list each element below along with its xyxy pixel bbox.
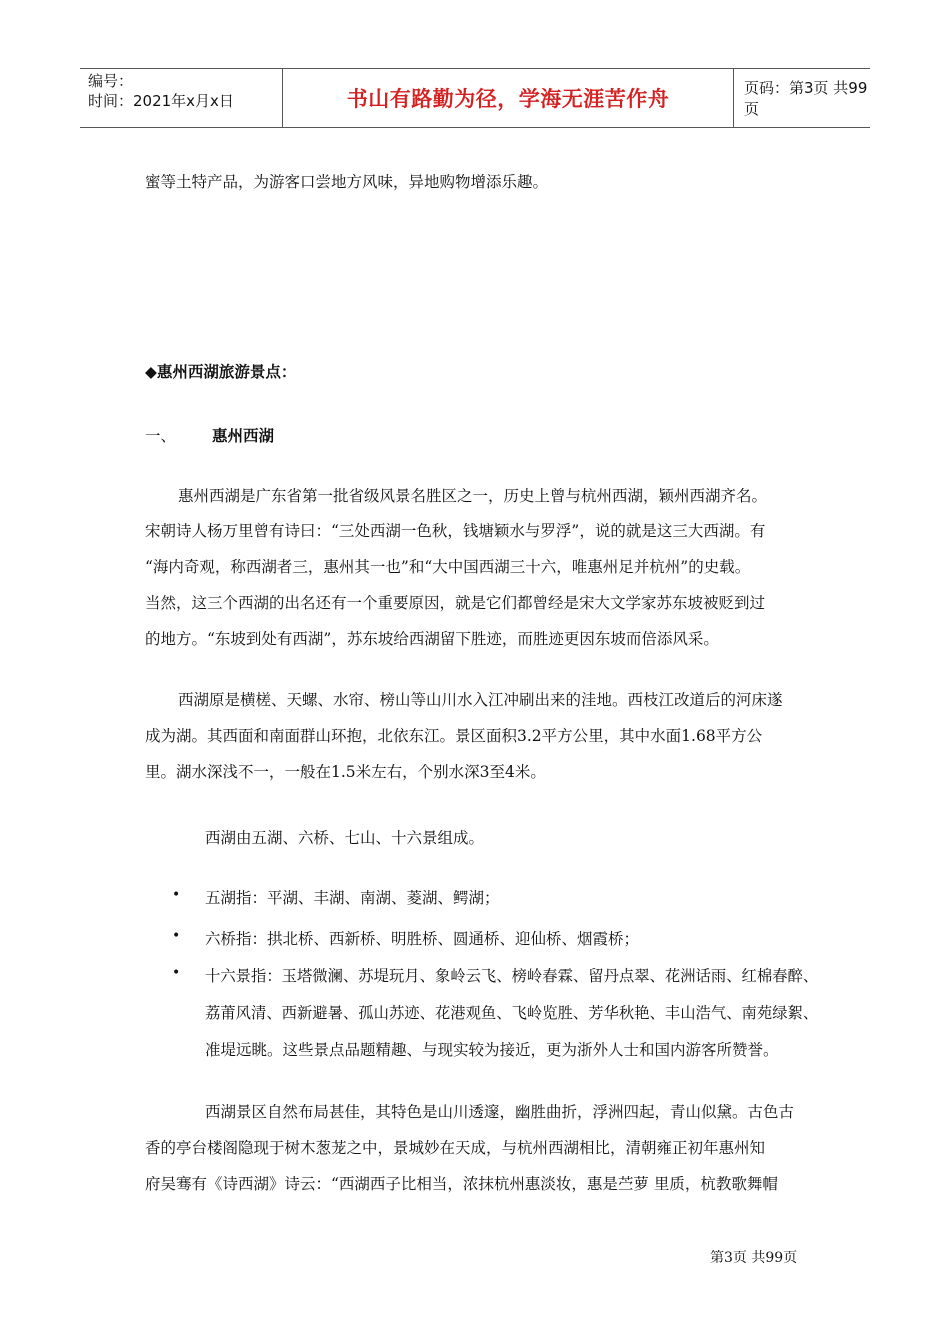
subsection-number: 一、 (145, 427, 177, 445)
intro-line: 蜜等土特产品，为游客口尝地方风味，异地购物增添乐趣。 (145, 173, 549, 191)
paragraph-line: 宋朝诗人杨万里曾有诗曰：“三处西湖一色秋，钱塘颖水与罗浮”，说的就是这三大西湖。有 (145, 522, 766, 540)
paragraph-line: 府吴骞有《诗西湖》诗云：“西湖西子比相当，浓抹杭州惠淡妆，惠是苎萝 里质，杭教歌舞帽 (145, 1175, 778, 1193)
paragraph-line: 的地方。“东坡到处有西湖”，苏东坡给西湖留下胜迹，而胜迹更因东坡而倍添风采。 (145, 630, 719, 648)
serial-number-label: 编号： (88, 72, 134, 90)
paragraph-line: 惠州西湖是广东省第一批省级风景名胜区之一，历史上曾与杭州西湖，颖州西湖齐名。 (178, 487, 768, 505)
paragraph-line: 香的亭台楼阁隐现于树木葱茏之中，景城妙在天成，与杭州西湖相比，清朝雍正初年惠州知 (145, 1139, 766, 1157)
header-page-number: 页码：第3页 共99页 (744, 79, 868, 118)
paragraph-line: 当然，这三个西湖的出名还有一个重要原因，就是它们都曾经是宋大文学家苏东坡被贬到过 (145, 594, 766, 612)
page-header (80, 68, 870, 128)
section-heading: ◆惠州西湖旅游景点： (145, 362, 297, 381)
bullet-dot: • (172, 887, 181, 903)
header-meta (80, 69, 282, 127)
bullet-dot: • (172, 965, 181, 981)
subsection-title: 惠州西湖 (212, 426, 275, 445)
list-item: 六桥指：拱北桥、西新桥、明胜桥、圆通桥、迎仙桥、烟霞桥； (205, 930, 640, 948)
paragraph-line: 成为湖。其西面和南面群山环抱，北依东江。景区面积3.2平方公里，其中水面1.68平方公 (145, 727, 763, 745)
list-item: 十六景指：玉塔微澜、苏堤玩月、象岭云飞、榜岭春霖、留丹点翠、花洲话雨、红棉春醉、 (205, 967, 819, 985)
header-motto: 书山有路勤为径，学海无涯苦作舟 (282, 69, 734, 127)
date-label: 时间：2021年x月x日 (88, 92, 234, 110)
list-item-continuation: 准堤远眺。这些景点品题精趣、与现实较为接近，更为浙外人士和国内游客所赞誉。 (205, 1041, 779, 1059)
page-footer: 第3页 共99页 (710, 1250, 798, 1266)
paragraph-line: 西湖景区自然布局甚佳，其特色是山川透邃，幽胜曲折，浮洲四起，青山似黛。古色古 (205, 1103, 795, 1121)
list-item-continuation: 荔莆风清、西新避暑、孤山苏迹、花港观鱼、飞岭览胜、芳华秋艳、丰山浩气、南苑绿絮、 (205, 1004, 819, 1022)
paragraph-line: 西湖原是横槎、天螺、水帘、榜山等山川水入江冲刷出来的洼地。西枝江改道后的河床遂 (178, 691, 783, 709)
bullet-dot: • (172, 928, 181, 944)
composition-line: 西湖由五湖、六桥、七山、十六景组成。 (205, 829, 485, 847)
paragraph-line: “海内奇观，称西湖者三，惠州其一也”和“大中国西湖三十六，唯惠州足并杭州”的史载。 (145, 558, 751, 576)
paragraph-line: 里。湖水深浅不一，一般在1.5米左右，个别水深3至4米。 (145, 763, 546, 781)
list-item: 五湖指：平湖、丰湖、南湖、菱湖、鳄湖； (205, 889, 500, 907)
